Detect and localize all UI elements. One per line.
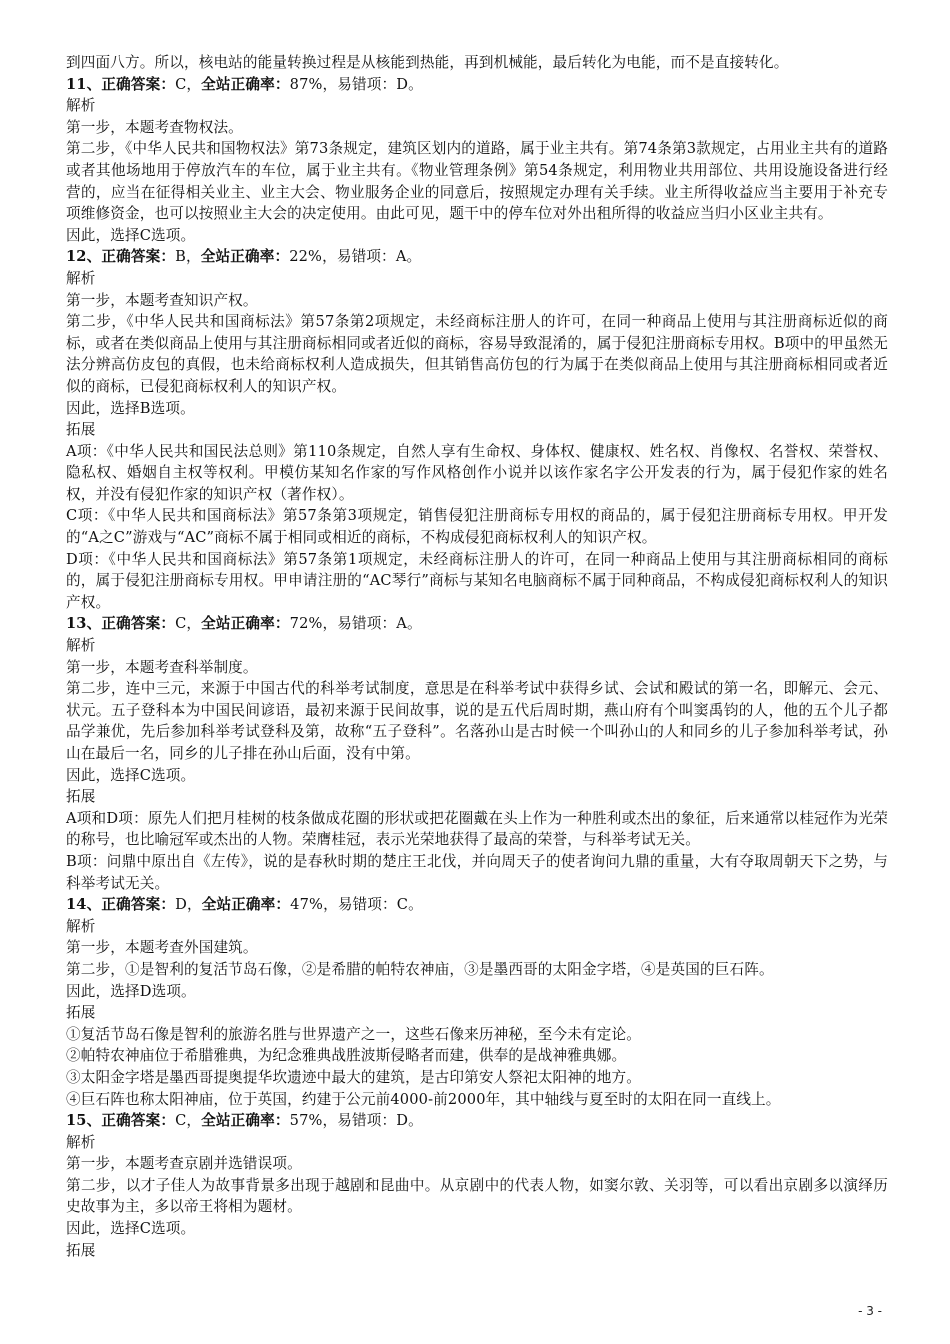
rate-label: 全站正确率： (201, 615, 290, 633)
question-number: 11、 (66, 75, 102, 93)
error-label: 易错项： (336, 248, 396, 266)
error-label: 易错项： (337, 1112, 397, 1130)
text-line: 拓展 (66, 1004, 96, 1022)
text-line: 拓展 (66, 788, 96, 806)
rate-label: 全站正确率： (201, 896, 291, 914)
rate-value: 72% (289, 615, 323, 633)
text-line: A项和D项：原先人们把月桂树的枝条做成花圈的形状或把花圈戴在头上作为一种胜利或杰出的象征，后来通常以桂冠作为光荣的称号，也比喻冠军或杰出的人物。荣膺桂冠，表示光荣地获得了最高的荣誉，与科举考试无关。 (66, 809, 888, 849)
text-line: 解析 (66, 917, 96, 935)
rate-value: 22% (289, 248, 323, 266)
question-header: 15、正确答案：C，全站正确率：57%，易错项：D。 (66, 1112, 423, 1130)
text-line: A项：《中华人民共和国民法总则》第110条规定，自然人享有生命权、身体权、健康权、姓名权、肖像权、名誉权、荣誉权、隐私权、婚姻自主权等权利。甲模仿某知名作家的写作风格创作小说并以该作家名字公开发表的行为，属于侵犯作家的姓名权，并没有侵犯作家的知识产权（著作权）。 (66, 442, 888, 503)
rate-value: 87% (289, 75, 323, 93)
text-line: 因此，选择C选项。 (66, 1220, 196, 1238)
error-value: A。 (396, 615, 422, 633)
answer-label: 正确答案： (101, 615, 176, 633)
answer-value: C (175, 615, 187, 633)
question-header: 14、正确答案：D，全站正确率：47%，易错项：C。 (66, 896, 423, 914)
text-line: 第一步，本题考查物权法。 (66, 118, 243, 136)
answer-label: 正确答案： (101, 896, 176, 914)
text-line: ①复活节岛石像是智利的旅游名胜与世界遗产之一，这些石像来历神秘，至今未有定论。 (66, 1025, 642, 1043)
text-line: 因此，选择C选项。 (66, 766, 196, 784)
rate-label: 全站正确率： (201, 1112, 290, 1130)
question-header: 12、正确答案：B，全站正确率：22%，易错项：A。 (66, 248, 422, 266)
rate-value: 47% (290, 896, 324, 914)
text-line: 因此，选择D选项。 (66, 982, 196, 1000)
document-body (66, 52, 888, 1261)
text-line: 第一步，本题考查科举制度。 (66, 658, 258, 676)
rate-label: 全站正确率： (201, 75, 290, 93)
error-value: D。 (396, 1112, 423, 1130)
text-line: 第二步，以才子佳人为故事背景多出现于越剧和昆曲中。从京剧中的代表人物，如窦尔敦、关羽等，可以看出京剧多以演绎历史故事为主，多以帝王将相为题材。 (66, 1176, 888, 1216)
text-line: 第一步，本题考查外国建筑。 (66, 939, 258, 957)
text-line: 解析 (66, 269, 96, 287)
text-line: 解析 (66, 97, 96, 115)
answer-label: 正确答案： (101, 75, 176, 93)
rate-value: 57% (289, 1112, 323, 1130)
answer-label: 正确答案： (101, 248, 176, 266)
question-number: 13、 (66, 615, 102, 633)
text-line: 第一步，本题考查知识产权。 (66, 291, 258, 309)
question-header: 11、正确答案：C，全站正确率：87%，易错项：D。 (66, 75, 423, 93)
text-line: ③太阳金字塔是墨西哥提奥提华坎遗迹中最大的建筑，是古印第安人祭祀太阳神的地方。 (66, 1068, 642, 1086)
answer-value: B (175, 248, 186, 266)
question-number: 12、 (66, 248, 102, 266)
text-line: 第二步，《中华人民共和国商标法》第57条第2项规定，未经商标注册人的许可，在同一种商品上使用与其注册商标近似的商标，或者在类似商品上使用与其注册商标相同或者近似的商标，容易导致混淆的，属于侵犯注册商标专用权。B项中的甲虽然无法分辨高仿皮包的真假，也未给商标权利人造成损失，但其销售高仿包的行为属于在类似商品上使用与其注册商标相同或者近似的商标，已侵犯商标权利人的知识产权。 (66, 313, 888, 395)
error-value: A。 (395, 248, 422, 266)
text-line: B项：问鼎中原出自《左传》，说的是春秋时期的楚庄王北伐，并向周天子的使者询问九鼎的重量，大有夺取周朝天下之势，与科举考试无关。 (66, 852, 888, 892)
text-line: 第一步，本题考查京剧并选错误项。 (66, 1155, 302, 1173)
text-line: ④巨石阵也称太阳神庙，位于英国，约建于公元前4000-前2000年，其中轴线与夏至时的太阳在同一直线上。 (66, 1090, 781, 1108)
text-line: D项：《中华人民共和国商标法》第57条第1项规定，未经商标注册人的许可，在同一种商品上使用与其注册商标相同的商标的，属于侵犯注册商标专用权。甲申请注册的“AC琴行”商标与某知名电脑商标不属于同种商品，不构成侵犯商标权利人的知识产权。 (66, 550, 888, 611)
text-line: 因此，选择B选项。 (66, 399, 195, 417)
answer-label: 正确答案： (101, 1112, 176, 1130)
question-number: 14、 (66, 896, 102, 914)
answer-value: D (175, 896, 187, 914)
text-line: 因此，选择C选项。 (66, 226, 196, 244)
answer-value: C (175, 1112, 187, 1130)
rate-label: 全站正确率： (200, 248, 290, 266)
text-line: 第二步，①是智利的复活节岛石像，②是希腊的帕特农神庙，③是墨西哥的太阳金字塔，④是英国的巨石阵。 (66, 960, 774, 978)
text-line: 解析 (66, 1133, 96, 1151)
text-line: 第二步，《中华人民共和国物权法》第73条规定，建筑区划内的道路，属于业主共有。第74条第3款规定，占用业主共有的道路或者其他场地用于停放汽车的车位，属于业主共有。《物业管理条例》第54条规定，利用物业共用部位、共用设施设备进行经营的，应当在征得相关业主、业主大会、物业服务企业的同意后，按照规定办理有关手续。业主所得收益应当主要用于补充专项维修资金，也可以按照业主大会的决定使用。由此可见，题干中的停车位对外出租所得的收益应当归小区业主共有。 (66, 140, 888, 223)
text-line: C项：《中华人民共和国商标法》第57条第3项规定，销售侵犯注册商标专用权的商品的，属于侵犯注册商标专用权。甲开发的“A之C”游戏与“AC”商标不属于相同或相近的商标，不构成侵犯商标权利人的知识产权。 (66, 507, 888, 547)
error-value: D。 (396, 75, 423, 93)
error-value: C。 (396, 896, 423, 914)
question-header: 13、正确答案：C，全站正确率：72%，易错项：A。 (66, 615, 422, 633)
text-line: 第二步，连中三元，来源于中国古代的科举考试制度，意思是在科举考试中获得乡试、会试和殿试的第一名，即解元、会元、状元。五子登科本为中国民间谚语，最初来源于民间故事，说的是五代后周时期，燕山府有个叫窦禹钧的人，他的五个儿子都品学兼优，先后参加科举考试登科及第，故称“五子登科”。名落孙山是古时候一个叫孙山的人和同乡的儿子参加科举考试，孙山在最后一名，同乡的儿子排在孙山后面，没有中第。 (66, 680, 888, 762)
page-number: - 3 - (858, 1304, 882, 1318)
text-line: 到四面八方。所以，核电站的能量转换过程是从核能到热能，再到机械能，最后转化为电能，而不是直接转化。 (66, 54, 789, 71)
error-label: 易错项： (337, 896, 397, 914)
error-label: 易错项： (337, 75, 397, 93)
text-line: 解析 (66, 637, 96, 655)
answer-value: C (175, 75, 187, 93)
error-label: 易错项： (337, 615, 397, 633)
text-line: ②帕特农神庙位于希腊雅典，为纪念雅典战胜波斯侵略者而建，供奉的是战神雅典娜。 (66, 1047, 627, 1065)
text-line: 拓展 (66, 421, 96, 439)
question-number: 15、 (66, 1112, 102, 1130)
text-line: 拓展 (66, 1241, 96, 1259)
